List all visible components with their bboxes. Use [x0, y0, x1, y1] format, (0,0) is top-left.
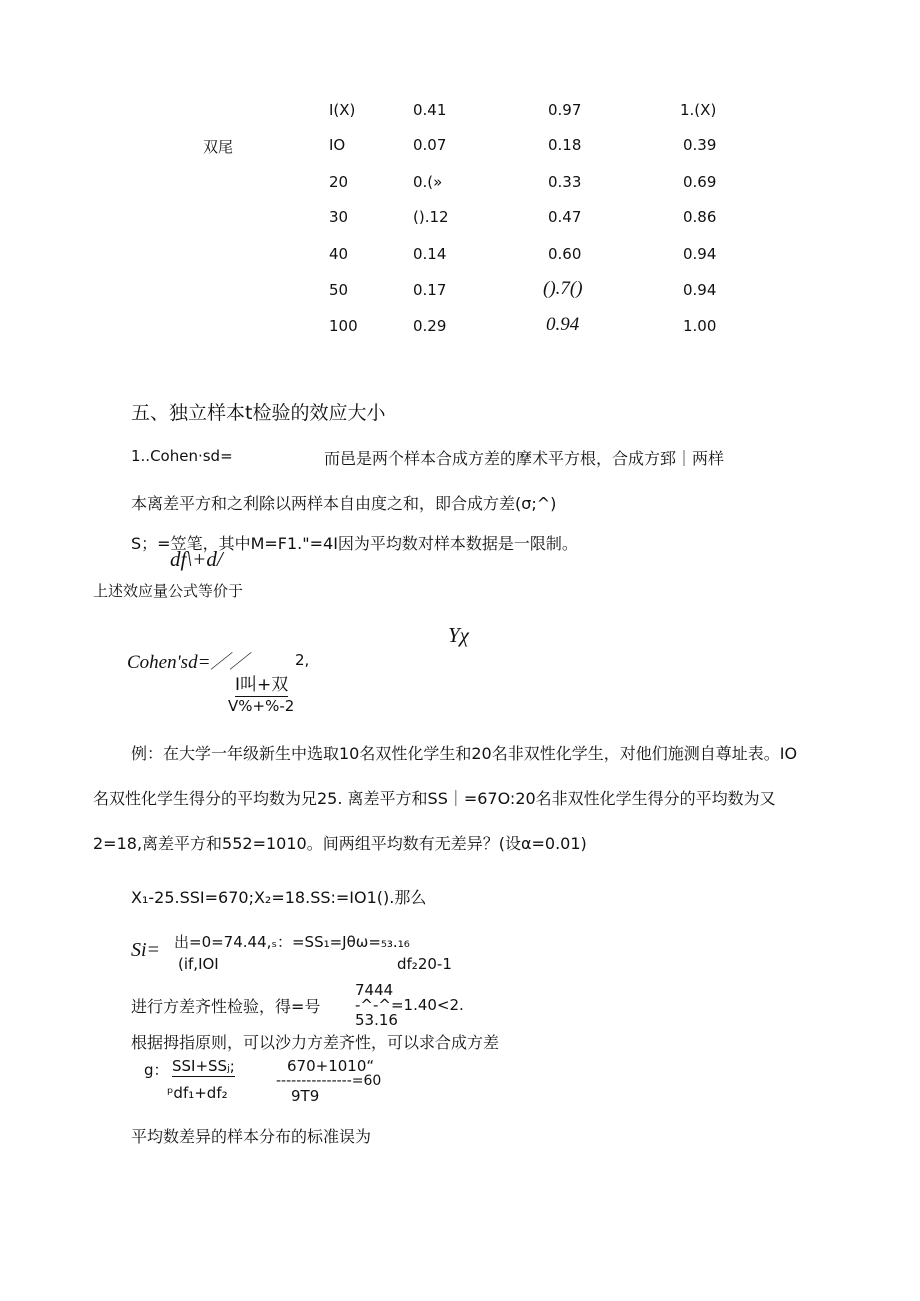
table-cell: 0.29: [413, 317, 447, 335]
formula-cohen: Cohen'sd=／／: [127, 652, 249, 673]
table-cell: 0.86: [683, 208, 717, 226]
table-cell: IO: [329, 136, 346, 154]
table-cell: 0.07: [413, 136, 447, 154]
si-bottom-1: (if,IOI: [178, 955, 219, 973]
table-cell: 0.94: [546, 314, 580, 335]
paragraph-2: 本离差平方和之利除以两样本自由度之和，即合成方差(σ;^): [131, 494, 557, 513]
paragraph-1-left: 1..Cohen·sd=: [131, 447, 233, 465]
table-cell: 0.97: [548, 101, 582, 119]
rule-of-thumb: 根据拇指原则，可以沙力方差齐性，可以求合成方差: [131, 1033, 500, 1052]
table-cell: 20: [329, 173, 349, 191]
table-cell: 0.(»: [413, 173, 443, 191]
table-cell: 30: [329, 208, 349, 226]
paragraph-3: S；=笠笔，其中M=F1."=4I因为平均数对样本数据是一限制。: [131, 534, 578, 553]
table-cell: ().7(): [543, 278, 583, 299]
table-cell: 1.(X): [680, 101, 717, 119]
pooled-denominator: ᵖdf₁+df₂: [167, 1084, 228, 1102]
formula-two: 2,: [295, 651, 310, 669]
paragraph-3-fraction: df\+d/: [170, 547, 223, 571]
table-cell: 0.94: [683, 245, 717, 263]
pooled-equals: ---------------=60: [276, 1073, 382, 1089]
table-cell: 0.14: [413, 245, 447, 263]
given-values: X₁-25.SSI=670;X₂=18.SS:=IO1().那么: [131, 888, 427, 907]
table-cell: ().12: [413, 208, 449, 226]
formula-yx: Yχ: [448, 623, 469, 647]
f-test-top: 7444: [355, 981, 394, 999]
example-line-2: 名双性化学生得分的平均数为兄25. 离差平方和SS｜=67O:20名非双性化学生得分的平均数为又: [93, 789, 776, 808]
table-cell: I(X): [329, 101, 356, 119]
table-cell: 0.94: [683, 281, 717, 299]
paragraph-1-right: 而邑是两个样本合成方差的摩术平方根，合成方郅｜两样: [324, 449, 725, 468]
f-test-text: 进行方差齐性检验，得=号: [131, 997, 321, 1016]
standard-error-text: 平均数差异的样本分布的标准误为: [131, 1127, 372, 1146]
table-cell: 40: [329, 245, 349, 263]
section-heading: 五、独立样本t检验的效应大小: [131, 402, 386, 424]
pooled-label: g：: [144, 1061, 169, 1079]
table-cell: 0.47: [548, 208, 582, 226]
si-top: 出=0=74.44,ₛ：=SS₁=Jθω=₅₃.₁₆: [174, 933, 410, 951]
table-cell: 0.33: [548, 173, 582, 191]
f-test-middle: -^-^=1.40<2.: [355, 996, 464, 1014]
formula-denominator-1: I叫+双: [235, 670, 288, 697]
table-side-label: 双尾: [203, 138, 234, 156]
example-line-3: 2=18,离差平方和552=1010。间两组平均数有无差异？(设α=0.01): [93, 834, 587, 853]
paragraph-4: 上述效应量公式等价于: [93, 582, 244, 600]
table-cell: 50: [329, 281, 349, 299]
table-cell: 0.41: [413, 101, 447, 119]
formula-denominator-2: V%+%-2: [228, 697, 295, 715]
f-test-bottom: 53.16: [355, 1011, 398, 1029]
pooled-numerator-values: 670+1010“: [287, 1057, 375, 1075]
pooled-numerator: SSI+SSⱼ;: [172, 1057, 235, 1075]
table-cell: 0.17: [413, 281, 447, 299]
table-cell: 0.18: [548, 136, 582, 154]
si-bottom-2: df₂20-1: [397, 955, 452, 973]
table-cell: 0.69: [683, 173, 717, 191]
example-line-1: 例：在大学一年级新生中选取10名双性化学生和20名非双性化学生，对他们施测自尊址表。IO: [131, 744, 798, 763]
table-cell: 100: [329, 317, 358, 335]
pooled-denominator-values: 9T9: [291, 1087, 320, 1105]
table-cell: 1.00: [683, 317, 717, 335]
table-cell: 0.60: [548, 245, 582, 263]
table-cell: 0.39: [683, 136, 717, 154]
si-label: Si=: [131, 939, 161, 961]
